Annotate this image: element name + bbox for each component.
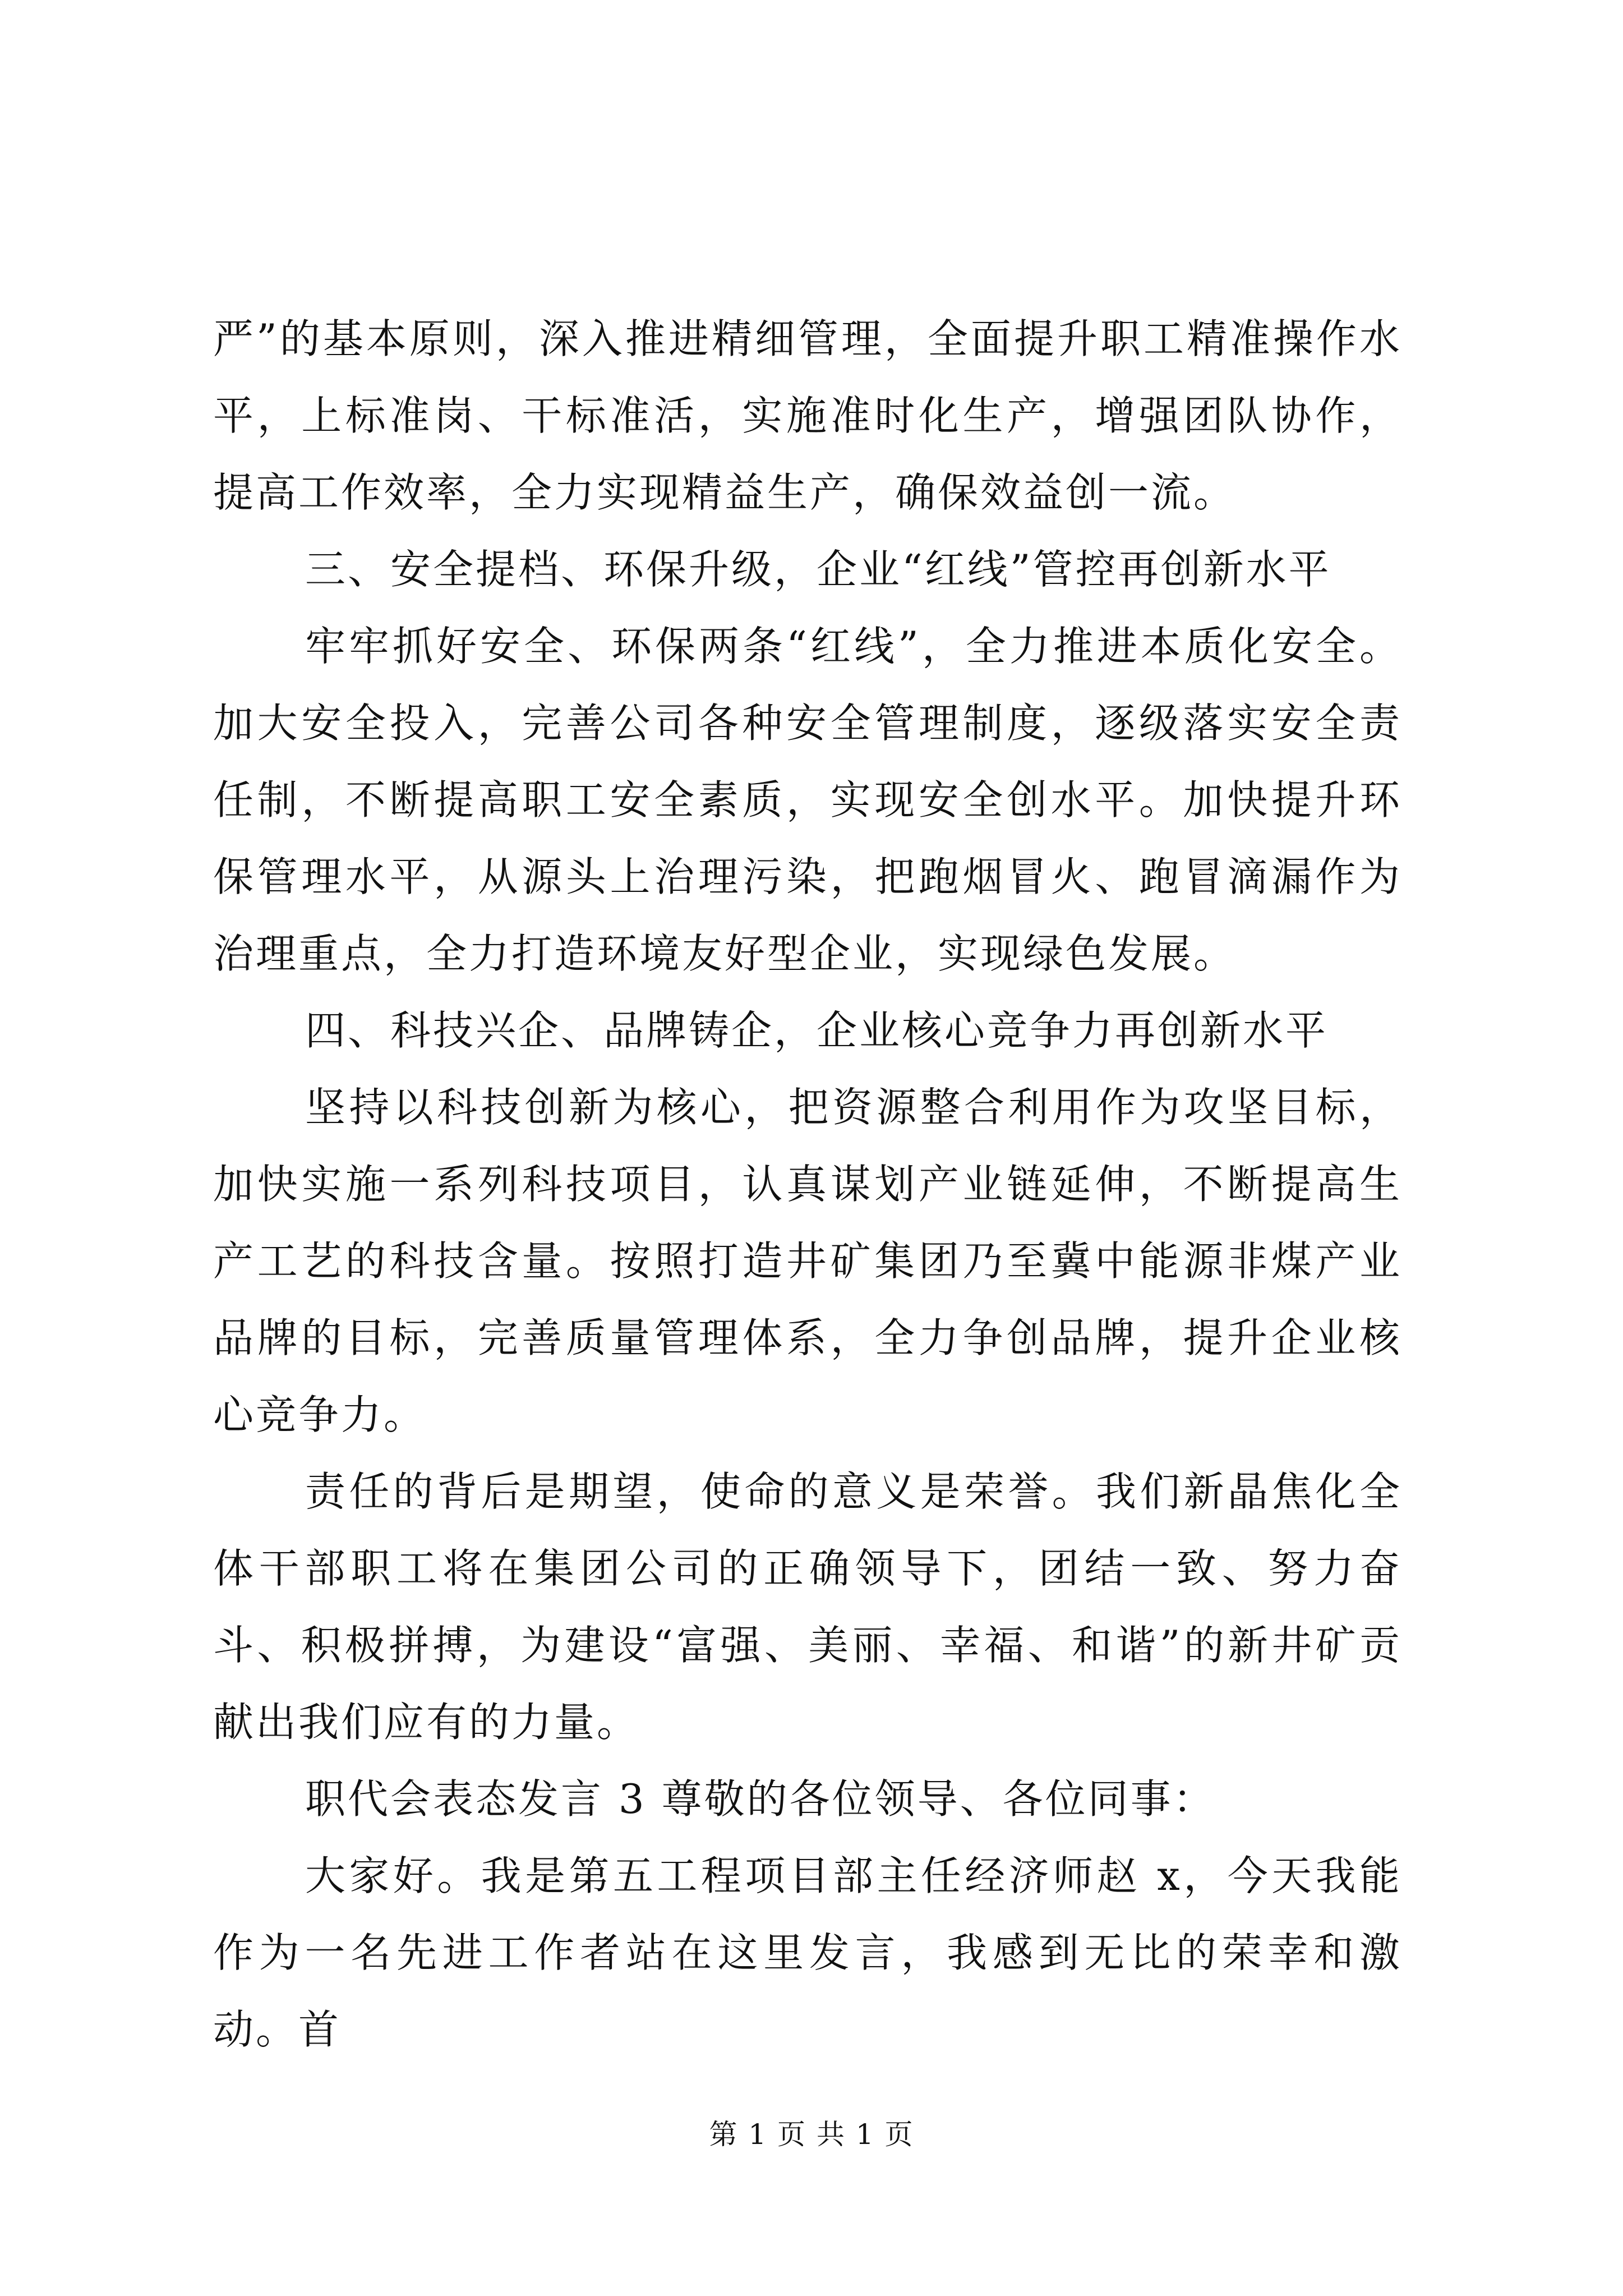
page-footer: 第 1 页 共 1 页 — [709, 2118, 914, 2151]
document-body — [213, 301, 1402, 2068]
section-heading-four: 四、科技兴企、品牌铸企，企业核心竞争力再创新水平 — [305, 1007, 1329, 1054]
paragraph-closing: 责任的背后是期望，使命的意义是荣誉。我们新晶焦化全体干部职工将在集团公司的正确领导下，团结一致、努力奋斗、积极拼搏，为建设“富强、美丽、幸福、和谐”的新井矿贡献出我们应有的力量。 — [213, 1468, 1402, 1746]
speech-title-greeting: 职代会表态发言 3 尊敬的各位领导、各位同事： — [305, 1775, 1216, 1823]
paragraph-technology: 坚持以科技创新为核心，把资源整合利用作为攻坚目标，加快实施一系列科技项目，认真谋划产业链延伸，不断提高生产工艺的科技含量。按照打造井矿集团乃至冀中能源非煤产业品牌的目标，完善质量管理体系，全力争创品牌，提升企业核心竞争力。 — [213, 1084, 1402, 1438]
section-heading-three: 三、安全提档、环保升级，企业“红线”管控再创新水平 — [305, 546, 1331, 593]
paragraph-safety: 牢牢抓好安全、环保两条“红线”，全力推进本质化安全。加大安全投入，完善公司各种安全管理制度，逐级落实安全责任制，不断提高职工安全素质，实现安全创水平。加快提升环保管理水平，从源头上治理污染，把跑烟冒火、跑冒滴漏作为治理重点，全力打造环境友好型企业，实现绿色发展。 — [213, 623, 1402, 977]
paragraph-speech-opening: 大家好。我是第五工程项目部主任经济师赵 x，今天我能作为一名先进工作者站在这里发言，我感到无比的荣幸和激动。首 — [213, 1852, 1402, 2053]
paragraph-continuation: 严”的基本原则，深入推进精细管理，全面提升职工精准操作水平，上标准岗、干标准活，实施准时化生产，增强团队协作，提高工作效率，全力实现精益生产，确保效益创一流。 — [213, 315, 1402, 516]
